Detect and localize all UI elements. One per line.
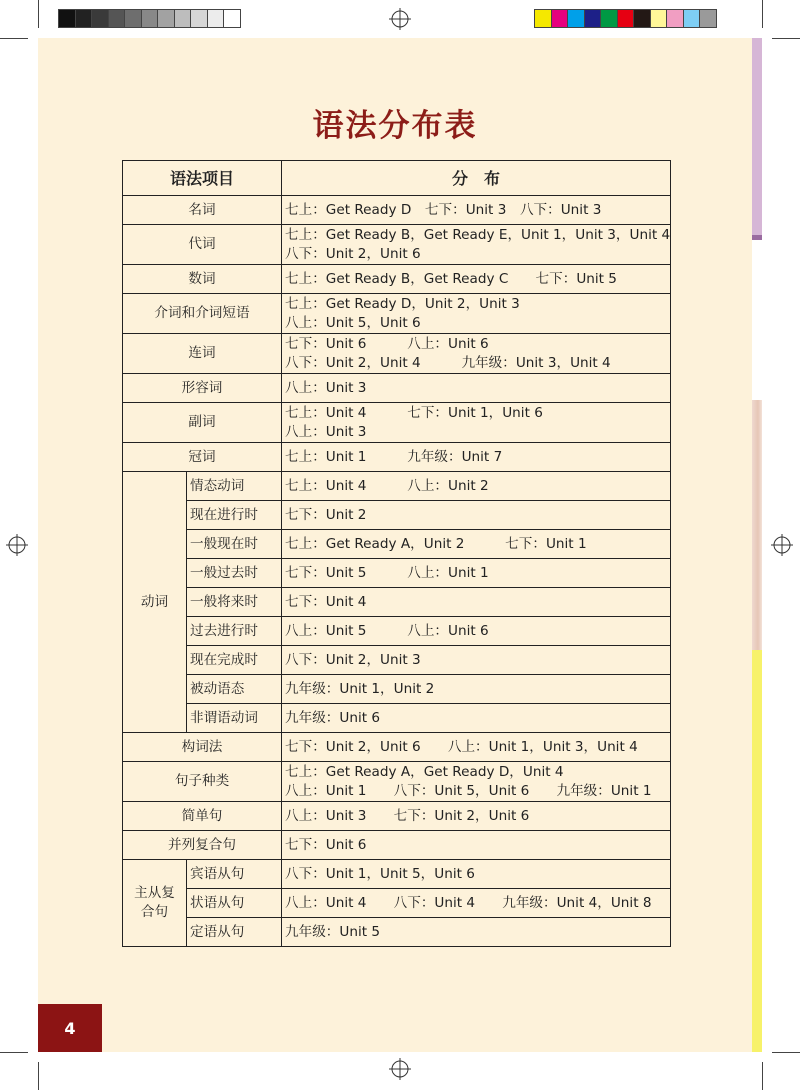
grammar-item-cell: 连词 [123,334,282,374]
distribution-cell: 八上：Unit 5 八上：Unit 6 [282,617,671,646]
calibration-swatch [600,9,618,28]
table-row [123,860,671,889]
calibration-swatch [91,9,109,28]
group-label-line: 主从复 [134,885,175,901]
table-row [123,374,671,403]
distribution-cell [282,762,671,802]
table-row [123,802,671,831]
group-label-line: 合句 [140,904,169,920]
table-row [123,918,671,947]
table-row [123,530,671,559]
crop-mark [38,1062,39,1090]
distribution-line: 八上：Unit 1 八下：Unit 5，Unit 6 九年级：Unit 1 [285,782,652,799]
distribution-line: 八下：Unit 2，Unit 6 [285,245,421,262]
table-row [123,265,671,294]
calibration-swatch [650,9,668,28]
grammar-subitem-cell: 一般现在时 [187,530,282,559]
distribution-line: 八上：Unit 3 [285,423,367,440]
calibration-swatch [124,9,142,28]
distribution-cell [282,225,671,265]
crop-mark [772,1052,800,1053]
calibration-swatch [75,9,93,28]
table-row [123,831,671,860]
table-row [123,704,671,733]
grammar-distribution-table [122,160,671,947]
group-label-cell [123,860,187,947]
edge-strip-yellow [752,650,762,1052]
crop-mark [772,38,800,39]
calibration-swatch [108,9,126,28]
grammar-item-cell: 形容词 [123,374,282,403]
distribution-cell [282,443,671,472]
grammar-item-cell: 代词 [123,225,282,265]
distribution-cell [282,403,671,443]
distribution-cell [282,294,671,334]
table-row [123,196,671,225]
distribution-cell: 八上：Unit 4 八下：Unit 4 九年级：Unit 4，Unit 8 [282,889,671,918]
grammar-subitem-cell: 现在完成时 [187,646,282,675]
grammar-item-cell: 副词 [123,403,282,443]
distribution-cell: 九年级：Unit 1，Unit 2 [282,675,671,704]
distribution-line: 七上：Get Ready B，Get Ready E，Unit 1，Unit 3，Unit 4 [285,226,671,243]
table-row [123,559,671,588]
distribution-cell: 七下：Unit 2 [282,501,671,530]
distribution-cell [282,265,671,294]
distribution-line: 七上：Get Ready D，Unit 2，Unit 3 [285,295,520,312]
distribution-cell: 七上：Unit 4 八上：Unit 2 [282,472,671,501]
calibration-swatch [223,9,241,28]
crop-mark [0,1052,28,1053]
calibration-swatch [58,9,76,28]
table-row [123,403,671,443]
distribution-cell: 九年级：Unit 5 [282,918,671,947]
distribution-line: 八上：Unit 3 七下：Unit 2，Unit 6 [285,807,530,824]
distribution-cell [282,196,671,225]
page-number: 4 [38,1004,102,1052]
table-row [123,889,671,918]
edge-strip-lavender [752,38,762,235]
calibration-swatch [157,9,175,28]
header-distribution: 分 布 [282,161,671,196]
calibration-swatch [584,9,602,28]
table-row [123,733,671,762]
grammar-subitem-cell: 宾语从句 [187,860,282,889]
table-header-row [123,161,671,196]
group-label-cell: 动词 [123,472,187,733]
registration-mark-icon [389,1058,411,1080]
calibration-swatch [190,9,208,28]
crop-mark [762,1062,763,1090]
grammar-item-cell: 冠词 [123,443,282,472]
edge-strip-photo [752,400,762,650]
table-row [123,762,671,802]
distribution-cell: 七下：Unit 4 [282,588,671,617]
crop-mark [762,0,763,28]
table-row [123,472,671,501]
table-row [123,646,671,675]
distribution-cell [282,374,671,403]
grammar-item-cell: 名词 [123,196,282,225]
calibration-swatch [666,9,684,28]
distribution-cell: 七上：Get Ready A，Unit 2 七下：Unit 1 [282,530,671,559]
distribution-line: 七下：Unit 6 [285,836,367,853]
table-row [123,617,671,646]
distribution-line: 七上：Unit 1 九年级：Unit 7 [285,448,503,465]
calibration-swatch [551,9,569,28]
grammar-item-cell: 简单句 [123,802,282,831]
crop-mark [0,38,28,39]
color-calibration-bar [534,9,716,28]
calibration-swatch [141,9,159,28]
grammar-subitem-cell: 非谓语动词 [187,704,282,733]
distribution-line: 七下：Unit 2，Unit 6 八上：Unit 1，Unit 3，Unit 4 [285,738,638,755]
grammar-subitem-cell: 情态动词 [187,472,282,501]
calibration-swatch [683,9,701,28]
grammar-subitem-cell: 一般将来时 [187,588,282,617]
edge-strip-purple [752,235,762,240]
distribution-line: 七下：Unit 6 八上：Unit 6 [285,335,489,352]
grammar-item-cell: 并列复合句 [123,831,282,860]
grammar-item-cell: 句子种类 [123,762,282,802]
grammar-item-cell: 介词和介词短语 [123,294,282,334]
calibration-swatch [699,9,717,28]
calibration-swatch [207,9,225,28]
distribution-line: 八下：Unit 2，Unit 4 九年级：Unit 3，Unit 4 [285,354,611,371]
distribution-cell [282,733,671,762]
registration-mark-icon [771,534,793,556]
grammar-subitem-cell: 定语从句 [187,918,282,947]
table-row [123,443,671,472]
grammar-subitem-cell: 现在进行时 [187,501,282,530]
registration-mark-icon [6,534,28,556]
distribution-line: 七上：Get Ready A，Get Ready D，Unit 4 [285,763,564,780]
distribution-cell [282,334,671,374]
distribution-line: 八上：Unit 5，Unit 6 [285,314,421,331]
table-row [123,225,671,265]
calibration-swatch [174,9,192,28]
calibration-swatch [633,9,651,28]
header-grammar-item: 语法项目 [123,161,282,196]
calibration-swatch [534,9,552,28]
crop-mark [38,0,39,28]
registration-mark-icon [389,8,411,30]
page-title: 语法分布表 [312,108,478,144]
grammar-item-cell: 数词 [123,265,282,294]
grammar-item-cell: 构词法 [123,733,282,762]
distribution-cell [282,802,671,831]
distribution-cell: 八下：Unit 2，Unit 3 [282,646,671,675]
table-row [123,294,671,334]
grammar-subitem-cell: 一般过去时 [187,559,282,588]
grammar-subitem-cell: 过去进行时 [187,617,282,646]
distribution-cell [282,831,671,860]
distribution-cell: 八下：Unit 1，Unit 5，Unit 6 [282,860,671,889]
distribution-line: 七上：Unit 4 七下：Unit 1，Unit 6 [285,404,543,421]
table-row [123,501,671,530]
grammar-subitem-cell: 被动语态 [187,675,282,704]
grammar-subitem-cell: 状语从句 [187,889,282,918]
distribution-line: 八上：Unit 3 [285,379,367,396]
distribution-cell: 七下：Unit 5 八上：Unit 1 [282,559,671,588]
distribution-cell: 九年级：Unit 6 [282,704,671,733]
table-row [123,588,671,617]
table-row [123,675,671,704]
calibration-swatch [567,9,585,28]
grayscale-calibration-bar [58,9,240,28]
calibration-swatch [617,9,635,28]
table-row [123,334,671,374]
distribution-line: 七上：Get Ready D 七下：Unit 3 八下：Unit 3 [285,201,602,218]
distribution-line: 七上：Get Ready B，Get Ready C 七下：Unit 5 [285,270,617,287]
